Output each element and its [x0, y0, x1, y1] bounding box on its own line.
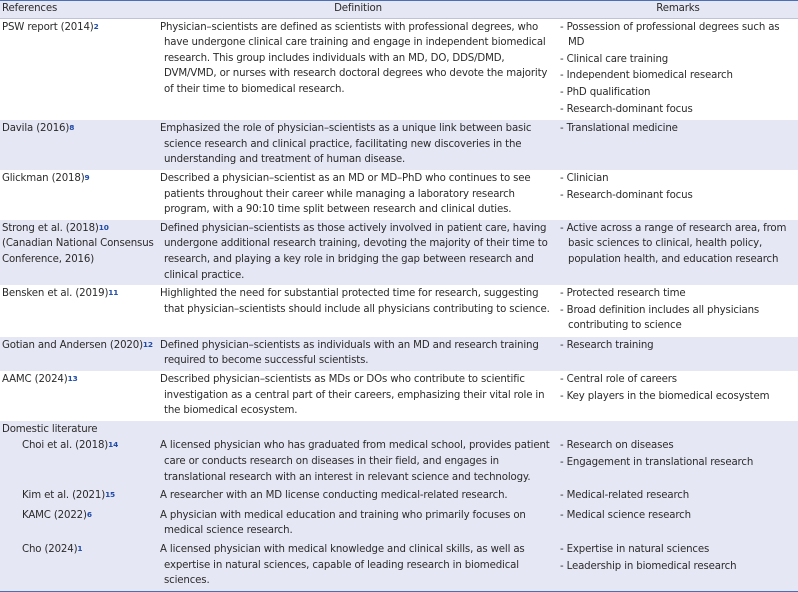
reference-cell	[0, 220, 158, 285]
remark-item: - Research-dominant focus	[560, 103, 693, 115]
table-row	[0, 285, 798, 337]
table-row	[0, 507, 798, 541]
reference-text: Kim et al. (2021)	[22, 490, 106, 502]
citation-link[interactable]: 6	[86, 509, 92, 519]
remarks-cell	[558, 507, 798, 541]
remark-item: - Research on diseases	[560, 440, 674, 452]
definition-cell: Described physician–scientists as MDs or DOs who contribute to scientific investigation as a central part of their careers, emphasizing their vital role in the biomedical ecosystem.	[160, 374, 545, 417]
table-row	[0, 220, 798, 285]
reference-cell	[0, 337, 158, 371]
header-definition: Definition	[158, 1, 558, 19]
remarks-cell	[558, 371, 798, 421]
table-header-row	[0, 1, 798, 19]
reference-text: Cho (2024)	[22, 544, 78, 555]
reference-cell	[0, 437, 158, 487]
remark-item: - Engagement in translational research	[560, 457, 754, 469]
remark-item: - Research training	[560, 339, 654, 351]
remark-item: - PhD qualification	[560, 86, 651, 98]
remark-item: - Clinician	[560, 172, 609, 184]
reference-text: Strong et al. (2018)	[2, 222, 99, 234]
reference-cell	[0, 285, 158, 337]
table-row	[0, 337, 798, 371]
definition-cell: Defined physician–scientists as individuals with an MD and research training required to become successful scientists.	[160, 339, 539, 367]
domestic-section-label: Domestic literature	[2, 423, 98, 435]
table-row	[0, 541, 798, 591]
table-row	[0, 120, 798, 170]
definition-cell: Described a physician–scientist as an MD or MD–PhD who continues to see patients throughout their career while managing a laboratory research program, with a 90:10 time split between research and clinical duties.	[160, 172, 531, 216]
reference-text: KAMC (2022)	[22, 509, 87, 521]
remark-item: - Medical-related research	[560, 490, 690, 502]
citation-link[interactable]: 12	[142, 339, 153, 349]
remark-item: - Research-dominant focus	[560, 189, 693, 201]
reference-text: Choi et al. (2018)	[22, 440, 109, 452]
header-references: References	[0, 1, 158, 19]
table-body	[0, 18, 798, 591]
citation-link[interactable]: 13	[67, 374, 78, 384]
definition-cell: A licensed physician who has graduated from medical school, provides patient care or conducts research on diseases in their field, and engages in translational research with an interest in relevant science and technology.	[160, 440, 550, 483]
reference-cell	[0, 371, 158, 421]
reference-text: Glickman (2018)	[2, 172, 85, 184]
reference-cell	[0, 541, 158, 591]
citation-link[interactable]: 2	[93, 21, 99, 31]
remarks-cell	[558, 170, 798, 220]
remark-item: - Protected research time	[560, 288, 686, 300]
reference-text: Bensken et al. (2019)	[2, 288, 109, 300]
reference-text: AAMC (2024)	[2, 374, 68, 386]
reference-cell	[0, 18, 158, 120]
remarks-cell	[558, 337, 798, 371]
table-row	[0, 371, 798, 421]
reference-cell	[0, 120, 158, 170]
citation-link[interactable]: 15	[105, 490, 116, 500]
reference-cell	[0, 170, 158, 220]
remark-item: - Expertise in natural sciences	[560, 544, 710, 555]
remarks-cell	[558, 120, 798, 170]
reference-text: Davila (2016)	[2, 123, 70, 135]
remark-item: - Possession of professional degrees such as MD	[560, 21, 780, 49]
citation-link[interactable]: 10	[98, 222, 109, 232]
definition-cell: Highlighted the need for substantial protected time for research, suggesting that physician–scientists should include all physicians contributing to science.	[160, 288, 550, 315]
remark-item: - Central role of careers	[560, 374, 677, 386]
table-row	[0, 18, 798, 120]
definition-cell: Defined physician–scientists as those actively involved in patient care, having undergone additional research training, devoting the majority of their time to research, and playing a key role in bridging the gap between research and clinical practice.	[160, 222, 548, 281]
header-remarks: Remarks	[558, 1, 798, 19]
remark-item: - Active across a range of research area, from basic sciences to clinical, health policy, population health, and education research	[560, 222, 787, 265]
remarks-cell	[558, 437, 798, 487]
reference-text: PSW report (2014)	[2, 21, 94, 33]
remark-item: - Medical science research	[560, 509, 691, 521]
citation-link[interactable]: 1	[77, 544, 83, 553]
remark-item: - Key players in the biomedical ecosystem	[560, 390, 770, 402]
remark-item: - Broad definition includes all physicians contributing to science	[560, 304, 760, 332]
remark-item: - Leadership in biomedical research	[560, 560, 737, 572]
citation-link[interactable]: 14	[108, 440, 119, 450]
table-row	[0, 437, 798, 487]
remark-item: - Independent biomedical research	[560, 70, 733, 82]
remarks-cell	[558, 220, 798, 285]
definition-cell: Emphasized the role of physician–scientists as a unique link between basic science research and clinical practice, facilitating new discoveries in the understanding and treatment of human disease.	[160, 123, 532, 166]
citation-link[interactable]: 9	[84, 172, 90, 182]
remarks-cell	[558, 18, 798, 120]
citation-link[interactable]: 11	[108, 288, 119, 298]
reference-text: Gotian and Andersen (2020)	[2, 339, 143, 351]
remarks-cell	[558, 285, 798, 337]
table-row	[0, 170, 798, 220]
definition-cell: A physician with medical education and training who primarily focuses on medical science research.	[160, 509, 526, 537]
definition-cell: Physician–scientists are defined as scientists with professional degrees, who have undergone clinical care training and engage in independent biomedical research. This group includes individuals with an MD, DO, DDS/DMD, DVM/VMD, or nurses with research doctoral degrees who devote the majority of their time to biomedical research.	[160, 21, 548, 95]
reference-extra: (Canadian National Consensus Conference, 2016)	[2, 238, 154, 265]
citation-link[interactable]: 8	[69, 123, 75, 133]
remark-item: - Translational medicine	[560, 123, 678, 135]
remark-item: - Clinical care training	[560, 53, 669, 65]
domestic-section-row	[0, 421, 798, 438]
remarks-cell	[558, 541, 798, 591]
definition-cell: A licensed physician with medical knowledge and clinical skills, as well as expertise in natural sciences, capable of leading research in biomedical sciences.	[160, 544, 525, 587]
definition-cell: A researcher with an MD license conducting medical-related research.	[160, 490, 508, 502]
reference-cell	[0, 507, 158, 541]
